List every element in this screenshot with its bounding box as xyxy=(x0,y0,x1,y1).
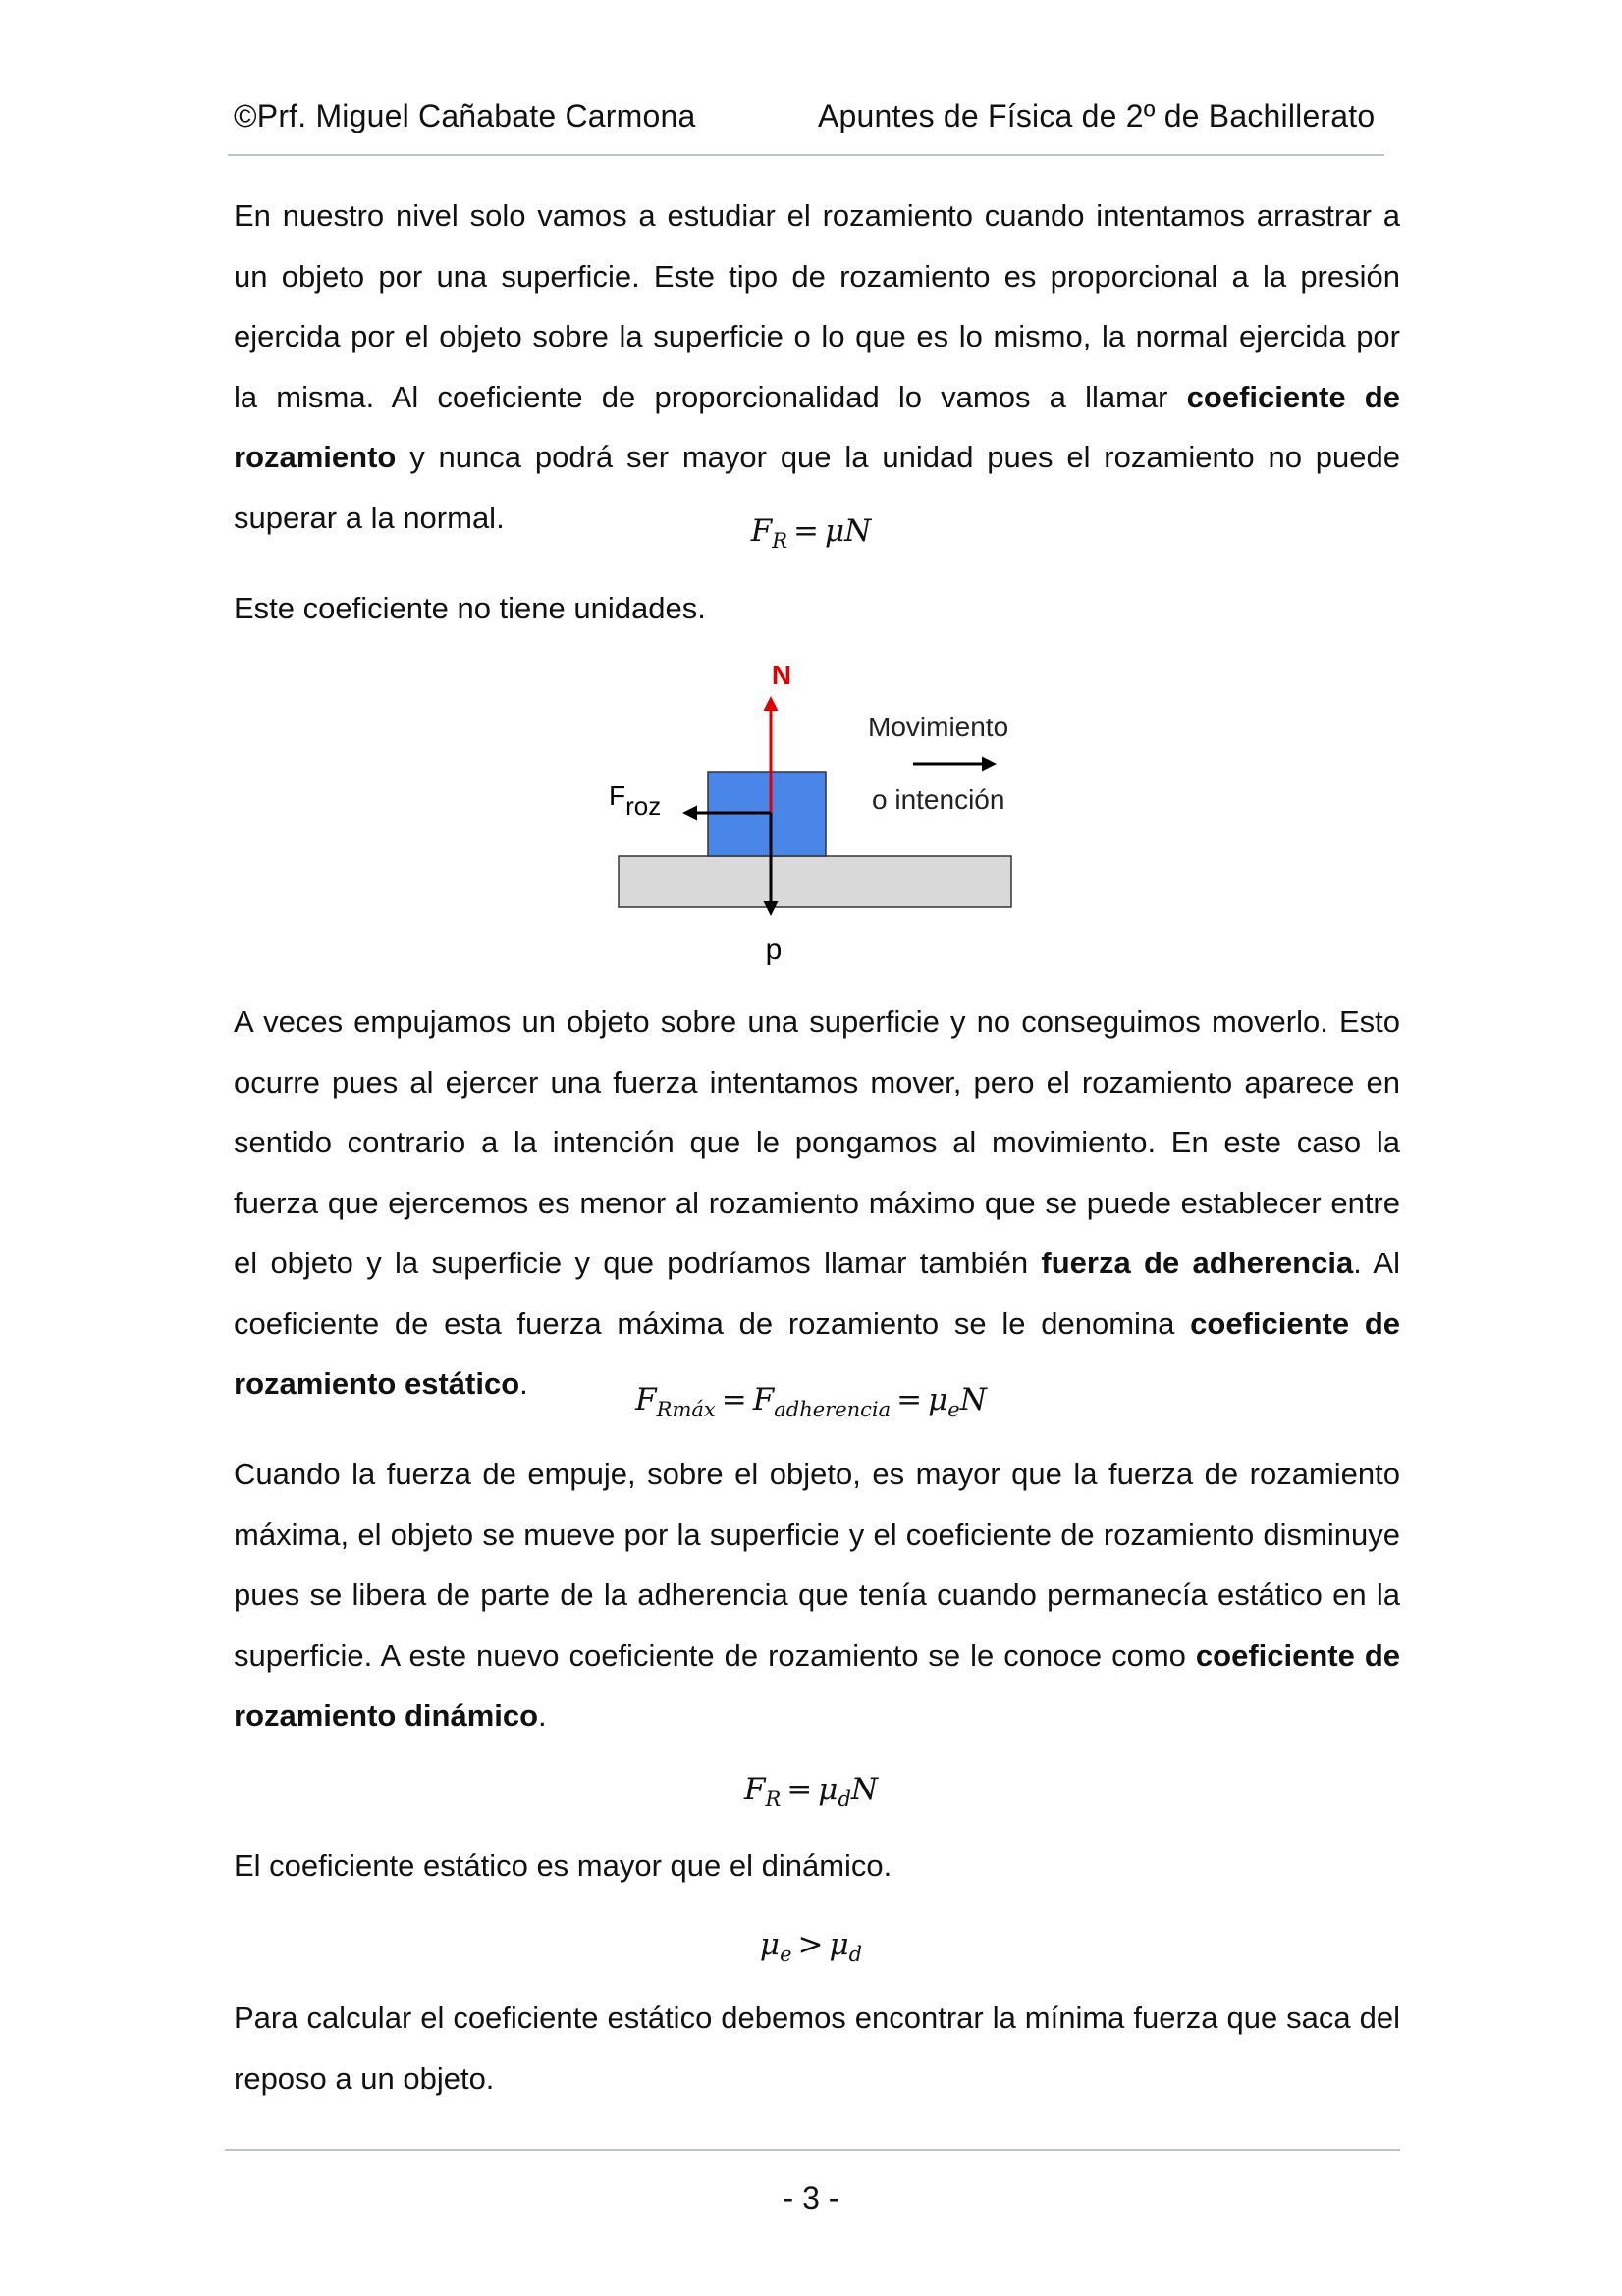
eq-operator: = xyxy=(786,1772,813,1807)
equation-coefficient-comparison xyxy=(0,1927,1622,1966)
friction-diagram xyxy=(589,648,1041,982)
eq-subscript: e xyxy=(780,1943,792,1967)
eq-subscript: R xyxy=(765,1788,782,1812)
motion-label-1: Movimiento xyxy=(868,712,1009,742)
term-static-friction-coefficient: coeficiente de rozamiento estático xyxy=(234,1306,1400,1401)
paragraph-compute-static: Para calcular el coeficiente estático debemos encontrar la mínima fuerza que saca del reposo a un objeto. xyxy=(234,2001,1400,2096)
text-run: A veces empujamos un objeto sobre una superficie y no conseguimos moverlo. Esto ocurre pues al ejercer una fuerza intentamos mover, pero el rozamiento aparece en sentido contrario a la intención que le pongamos al movimiento. En este caso la fuerza que ejercemos es menor al rozamiento máximo que se puede establecer entre el objeto y la superficie y que podríamos llamar también xyxy=(234,1004,1400,1280)
equation-dynamic-friction xyxy=(0,1772,1622,1811)
term-adhesion-force: fuerza de adherencia xyxy=(1041,1246,1354,1280)
paragraph-static-greater: El coeficiente estático es mayor que el dinámico. xyxy=(234,1848,892,1883)
friction-label-sub: roz xyxy=(625,791,662,821)
friction-label-main: F xyxy=(609,780,626,811)
normal-label: N xyxy=(771,660,792,690)
footer-divider xyxy=(225,2149,1400,2151)
paragraph-dynamic-friction xyxy=(234,1444,1400,1746)
eq-symbol: μN xyxy=(825,513,872,549)
eq-symbol: F xyxy=(635,1382,657,1417)
eq-symbol: F xyxy=(750,513,773,549)
equation-friction-force xyxy=(0,513,1622,553)
term-friction-coefficient: coeficiente de rozamiento xyxy=(234,379,1400,474)
eq-subscript: d xyxy=(838,1788,851,1812)
page-number: - 3 - xyxy=(783,2180,839,2216)
header-divider xyxy=(228,154,1384,156)
eq-operator: > xyxy=(797,1927,824,1962)
eq-subscript: e xyxy=(947,1398,960,1422)
paragraph-static-friction xyxy=(234,991,1400,1415)
eq-operator: = xyxy=(896,1382,923,1417)
weight-label: p xyxy=(765,934,783,966)
eq-operator: = xyxy=(721,1382,747,1417)
surface xyxy=(619,856,1011,907)
paragraph-no-units: Este coeficiente no tiene unidades. xyxy=(234,591,706,625)
eq-symbol: N xyxy=(959,1382,987,1417)
eq-symbol: F xyxy=(743,1772,766,1807)
eq-subscript: Rmáx xyxy=(656,1398,716,1422)
eq-symbol: μ xyxy=(818,1772,838,1807)
text-run: . xyxy=(538,1698,547,1733)
eq-symbol: μ xyxy=(829,1927,849,1962)
eq-operator: = xyxy=(793,513,820,549)
eq-symbol: μ xyxy=(759,1927,781,1962)
eq-subscript: adherencia xyxy=(774,1398,892,1422)
equation-max-friction xyxy=(0,1382,1622,1421)
motion-label-2: o intención xyxy=(872,784,1005,815)
friction-label xyxy=(609,780,661,821)
header-author: ©Prf. Miguel Cañabate Carmona xyxy=(234,98,696,133)
text-run: . Al coeficiente de esta fuerza máxima de rozamiento se le denomina xyxy=(234,1246,1400,1341)
paragraph-friction-intro xyxy=(234,186,1400,548)
header-title: Apuntes de Física de 2º de Bachillerato xyxy=(818,98,1376,133)
eq-subscript: d xyxy=(848,1943,863,1967)
text-run: y nunca podrá ser mayor que la unidad pues el rozamiento no puede superar a la normal. xyxy=(234,440,1400,535)
term-dynamic-friction-coefficient: coeficiente de rozamiento dinámico xyxy=(234,1637,1400,1733)
text-run: Cuando la fuerza de empuje, sobre el objeto, es mayor que la fuerza de rozamiento máxima, el objeto se mueve por la superficie y el coeficiente de rozamiento disminuye pues se libera de parte de la adherencia que tenía cuando permanecía estático en la superficie. A este nuevo coeficiente de rozamiento se le conoce como xyxy=(234,1457,1400,1673)
eq-symbol: μ xyxy=(928,1382,948,1417)
eq-symbol: F xyxy=(752,1382,775,1417)
text-run: . xyxy=(519,1366,528,1401)
text-run: En nuestro nivel solo vamos a estudiar el rozamiento cuando intentamos arrastrar a un objeto por una superficie. Este tipo de rozamiento es proporcional a la presión ejercida por el objeto sobre la superficie o lo que es lo mismo, la normal ejercida por la misma. Al coeficiente de proporcionalidad lo vamos a llamar xyxy=(234,198,1400,414)
eq-subscript: R xyxy=(772,529,788,554)
eq-symbol: N xyxy=(850,1772,879,1807)
